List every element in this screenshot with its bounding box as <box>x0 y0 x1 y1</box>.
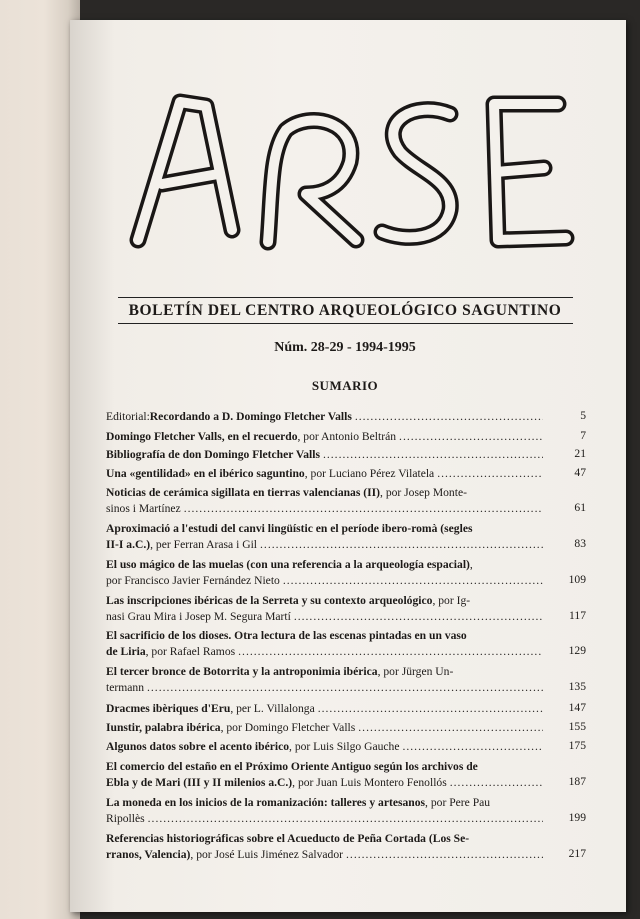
entry-title: El comercio del estaño en el Próximo Oriente Antiguo según los archivos de <box>106 760 478 773</box>
page-number: 129 <box>568 644 586 657</box>
entry-author: , por Luciano Pérez Vilatela <box>304 467 435 480</box>
toc-entry[interactable] <box>106 664 586 696</box>
toc-entry[interactable] <box>106 831 586 863</box>
dot-leader <box>323 447 543 463</box>
entry-author: nasi Grau Mira i Josep M. Segura Martí <box>106 610 291 623</box>
table-of-contents-page <box>70 20 626 912</box>
page-number: 135 <box>568 680 586 693</box>
toc-entry-line <box>106 720 546 736</box>
dot-leader <box>358 720 543 736</box>
entry-author: , por Domingo Fletcher Valls <box>220 721 356 734</box>
entry-title: La moneda en los inicios de la romanización: talleres y artesanos <box>106 796 426 809</box>
entry-author: , por Luis Silgo Gauche <box>289 740 400 753</box>
facing-page <box>0 0 80 919</box>
entry-title: Iunstir, palabra ibérica <box>106 721 221 734</box>
entry-title: Algunos datos sobre el acento ibérico <box>106 740 290 753</box>
toc-entry-line <box>106 485 546 501</box>
toc-entry-line <box>106 628 546 644</box>
toc-entry-line <box>106 664 546 680</box>
toc-entry-line <box>106 573 546 589</box>
dot-leader <box>437 466 543 482</box>
page-number: 199 <box>568 811 586 824</box>
dot-leader <box>148 811 543 827</box>
top-rule <box>118 297 573 298</box>
toc-entry-line <box>106 759 546 775</box>
toc-entry[interactable] <box>106 447 586 463</box>
issue-number: Núm. 28-29 - 1994-1995 <box>274 340 416 355</box>
entry-author: , por Juan Luis Montero Fenollós <box>292 776 447 789</box>
dot-leader <box>355 409 543 425</box>
entry-title: rranos, Valencia) <box>106 848 191 861</box>
toc-entry[interactable] <box>106 739 586 755</box>
toc-entry-line <box>106 593 546 609</box>
toc-entry-line <box>106 680 546 696</box>
page-number: 217 <box>568 847 586 860</box>
dot-leader <box>450 775 543 791</box>
toc-entry-line <box>106 521 546 537</box>
entry-author: , per Ferran Arasa i Gil <box>150 538 258 551</box>
entry-author: , <box>469 558 473 571</box>
page-number: 5 <box>580 409 586 422</box>
entry-author: sinos i Martínez <box>106 502 181 515</box>
bottom-rule <box>118 323 573 324</box>
entry-author: termann <box>106 681 144 694</box>
entry-title: Recordando a D. Domingo Fletcher Valls <box>149 410 352 423</box>
toc-entry[interactable] <box>106 593 586 625</box>
entry-author: , por Josep Monte- <box>380 486 467 499</box>
entry-title: Bibliografía de don Domingo Fletcher Valls <box>106 448 320 461</box>
toc-entry-line <box>106 609 546 625</box>
page-number: 147 <box>568 701 586 714</box>
entry-title: Ebla y de Mari (III y II milenios a.C.) <box>106 776 293 789</box>
entry-author: , por José Luis Jiménez Salvador <box>190 848 344 861</box>
toc-entry[interactable] <box>106 521 586 553</box>
dot-leader <box>294 609 543 625</box>
toc-entry[interactable] <box>106 720 586 736</box>
entry-title: de Liria <box>106 645 146 658</box>
toc-entry-line <box>106 429 546 445</box>
dot-leader <box>147 680 543 696</box>
page-number: 21 <box>574 447 586 460</box>
toc-entry-line <box>106 537 546 553</box>
toc-entry[interactable] <box>106 429 586 445</box>
toc-entry-line <box>106 409 546 425</box>
entry-author: por Francisco Javier Fernández Nieto <box>106 574 280 587</box>
entry-title: El sacrificio de los dioses. Otra lectura de las escenas pintadas en un vaso <box>106 629 467 642</box>
entry-title: El tercer bronce de Botorrita y la antroponimia ibérica <box>106 665 378 678</box>
page-number: 155 <box>568 720 586 733</box>
toc-entry-line <box>106 739 546 755</box>
dot-leader <box>318 701 543 717</box>
entry-author: , por Jürgen Un- <box>377 665 454 678</box>
page-number: 175 <box>568 739 586 752</box>
dot-leader <box>260 537 543 553</box>
entry-title: Dracmes ibèriques d'Eru <box>106 702 231 715</box>
page-number: 187 <box>568 775 586 788</box>
entry-title: Una «gentilidad» en el ibérico saguntino <box>106 467 305 480</box>
toc-entry-line <box>106 557 546 573</box>
entry-prefix: Editorial: <box>106 410 150 423</box>
entry-title: Noticias de cerámica sigillata en tierras valencianas (II) <box>106 486 381 499</box>
toc-entry-line <box>106 701 546 717</box>
entry-title: Las inscripciones ibéricas de la Serreta y su contexto arqueológico <box>106 594 433 607</box>
toc-entry-line <box>106 466 546 482</box>
dot-leader <box>283 573 543 589</box>
entry-author: Ripollès <box>106 812 145 825</box>
dot-leader <box>184 501 543 517</box>
toc-entry[interactable] <box>106 701 586 717</box>
entry-author: , por Rafael Ramos <box>145 645 236 658</box>
entry-author: , por Ig- <box>432 594 471 607</box>
entry-author: , per L. Villalonga <box>230 702 315 715</box>
dot-leader <box>346 847 543 863</box>
toc-entry-line <box>106 795 546 811</box>
toc-entry[interactable] <box>106 557 586 589</box>
toc-entry-line <box>106 501 546 517</box>
toc-entry[interactable] <box>106 409 586 425</box>
entry-author: , por Pere Pau <box>425 796 491 809</box>
page-number: 117 <box>569 609 586 622</box>
entry-title: Domingo Fletcher Valls, en el recuerdo <box>106 430 298 443</box>
toc-entry-line <box>106 775 546 791</box>
page-number: 47 <box>574 466 586 479</box>
dot-leader <box>402 739 543 755</box>
toc-entry-line <box>106 644 546 660</box>
toc-entry[interactable] <box>106 466 586 482</box>
entry-title: El uso mágico de las muelas (con una referencia a la arqueología espacial) <box>106 558 470 571</box>
toc-entry[interactable] <box>106 759 586 791</box>
entry-title: Aproximació a l'estudi del canvi lingüístic en el període ibero-romà (segles <box>106 522 473 535</box>
page-number: 61 <box>574 501 586 514</box>
toc-entry-line <box>106 447 546 463</box>
page-number: 7 <box>580 429 586 442</box>
page-number: 83 <box>574 537 586 550</box>
toc-entry[interactable] <box>106 628 586 660</box>
toc-entry[interactable] <box>106 485 586 517</box>
toc-entry[interactable] <box>106 795 586 827</box>
journal-subtitle: BOLETÍN DEL CENTRO ARQUEOLÓGICO SAGUNTINO <box>128 302 562 319</box>
toc-entry-line <box>106 811 546 827</box>
entry-title: II-I a.C.) <box>106 538 151 551</box>
dot-leader <box>238 644 543 660</box>
arse-logo <box>110 82 580 312</box>
entry-title: Referencias historiográficas sobre el Acueducto de Peña Cortada (Los Se- <box>106 832 470 845</box>
dot-leader <box>399 429 543 445</box>
entry-author: , por Antonio Beltrán <box>297 430 397 443</box>
toc-entry-line <box>106 847 546 863</box>
sumario-heading: SUMARIO <box>311 378 379 393</box>
toc-entry-line <box>106 831 546 847</box>
page-number: 109 <box>568 573 586 586</box>
